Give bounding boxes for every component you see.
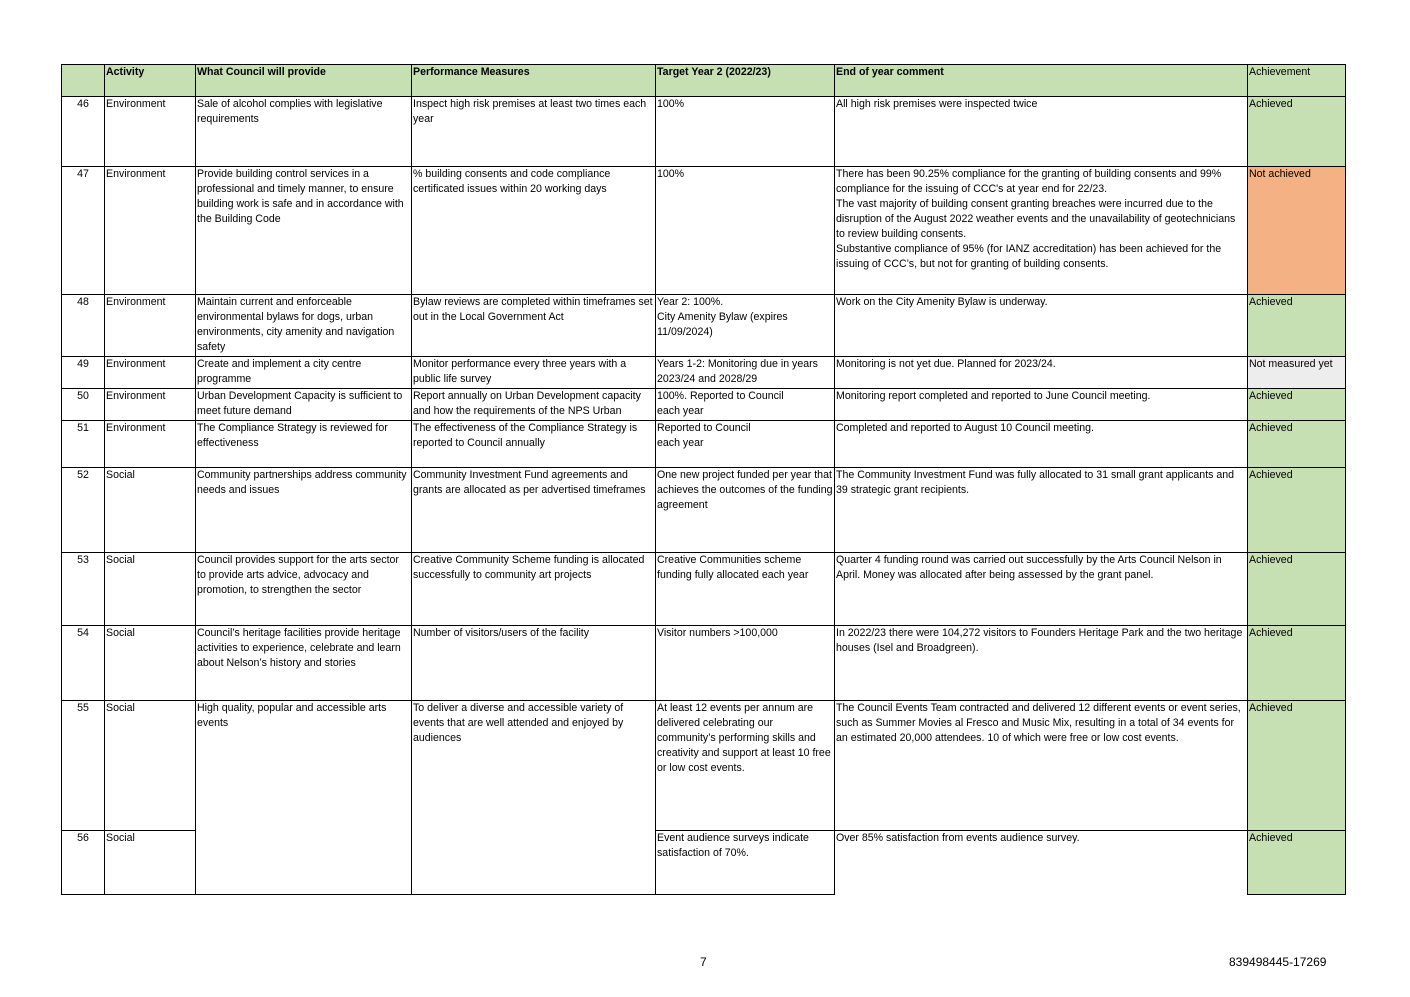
table-row [62,167,1346,295]
target-line: City Amenity Bylaw (expires 11/09/2024) [657,311,788,338]
table-header-row [62,65,1346,97]
target-cell: Years 1-2: Monitoring due in years 2023/24 and 2028/29 [656,357,835,389]
target-cell: Visitor numbers >100,000 [656,626,835,701]
activity-cell: Environment [105,167,196,295]
activity-cell: Environment [105,421,196,468]
achievement-cell: Achieved [1248,421,1346,468]
provide-cell: Provide building control services in a professional and timely manner, to ensure building work is safe and in accordance with the Building Code [196,167,412,295]
target-cell: 100% [656,97,835,167]
achievement-cell: Achieved [1248,553,1346,626]
measure-cell: Monitor performance every three years with a public life survey [412,357,656,389]
activity-cell: Environment [105,357,196,389]
achievement-cell: Achieved [1248,831,1346,895]
achievement-cell: Achieved [1248,295,1346,357]
comment-cell: Completed and reported to August 10 Council meeting. [835,421,1248,468]
target-line: Year 2: 100%. [657,296,724,308]
activity-cell: Environment [105,295,196,357]
row-number: 49 [62,357,105,389]
provide-cell: Urban Development Capacity is sufficient to meet future demand [196,389,412,421]
activity-cell: Social [105,553,196,626]
comment-cell: The Council Events Team contracted and delivered 12 different events or event series, such as Summer Movies al Fresco and Music Mix, resulting in a total of 34 events for an estimated 20,000 attendees. 10 of which were free or low cost events. [835,701,1248,831]
comment-cell: All high risk premises were inspected twice [835,97,1248,167]
comment-cell: The Community Investment Fund was fully allocated to 31 small grant applicants and 39 strategic grant recipients. [835,468,1248,553]
header-num [62,65,105,97]
provide-cell: Create and implement a city centre programme [196,357,412,389]
target-cell [656,421,835,468]
target-cell: 100% [656,167,835,295]
achievement-cell: Achieved [1248,468,1346,553]
page-number: 7 [700,955,707,969]
activity-cell: Environment [105,389,196,421]
header-achievement: Achievement [1248,65,1346,97]
row-number: 50 [62,389,105,421]
measure-cell: To deliver a diverse and accessible variety of events that are well attended and enjoyed by audiences [412,701,656,895]
provide-cell: High quality, popular and accessible arts events [196,701,412,895]
target-line: each year [657,437,704,449]
activity-cell: Social [105,701,196,831]
measure-cell: Report annually on Urban Development capacity and how the requirements of the NPS Urban [412,389,656,421]
achievement-cell: Achieved [1248,97,1346,167]
measure-cell: Creative Community Scheme funding is allocated successfully to community art projects [412,553,656,626]
measure-cell: The effectiveness of the Compliance Strategy is reported to Council annually [412,421,656,468]
comment-cell: Monitoring report completed and reported to June Council meeting. [835,389,1248,421]
comment-cell [835,167,1248,295]
comment-cell: Monitoring is not yet due. Planned for 2023/24. [835,357,1248,389]
measure-cell: Bylaw reviews are completed within timeframes set out in the Local Government Act [412,295,656,357]
header-target: Target Year 2 (2022/23) [656,65,835,97]
comment-line: Substantive compliance of 95% (for IANZ accreditation) has been achieved for the issuing of CCC’s, but not for granting of building consents. [836,243,1222,270]
comment-cell: Work on the City Amenity Bylaw is underway. [835,295,1248,357]
row-number: 55 [62,701,105,831]
provide-cell: The Compliance Strategy is reviewed for effectiveness [196,421,412,468]
table-row [62,389,1346,421]
row-number: 54 [62,626,105,701]
achievement-cell: Not achieved [1248,167,1346,295]
target-cell: Creative Communities scheme funding fully allocated each year [656,553,835,626]
measure-cell: Community Investment Fund agreements and grants are allocated as per advertised timeframes [412,468,656,553]
row-number: 51 [62,421,105,468]
activity-cell: Social [105,626,196,701]
target-line: each year [657,405,704,417]
header-comment: End of year comment [835,65,1248,97]
table-row [62,701,1346,831]
activity-cell: Social [105,831,196,895]
table-row [62,421,1346,468]
row-number: 53 [62,553,105,626]
row-number: 56 [62,831,105,895]
table-row [62,295,1346,357]
table-row [62,626,1346,701]
measure-cell: Number of visitors/users of the facility [412,626,656,701]
comment-cell: In 2022/23 there were 104,272 visitors to Founders Heritage Park and the two heritage houses (Isel and Broadgreen). [835,626,1248,701]
target-cell [656,389,835,421]
activity-cell: Social [105,468,196,553]
target-cell [656,295,835,357]
row-number: 52 [62,468,105,553]
row-number: 46 [62,97,105,167]
document-reference: 839498445-17269 [1229,955,1327,969]
target-line: 100%. Reported to Council [657,390,784,402]
provide-cell: Maintain current and enforceable environmental bylaws for dogs, urban environments, city amenity and navigation safety [196,295,412,357]
target-cell: At least 12 events per annum are delivered celebrating our community’s performing skills and creativity and support at least 10 free or low cost events. [656,701,835,831]
table-row [62,357,1346,389]
performance-table [61,64,1346,895]
row-number: 47 [62,167,105,295]
target-line: Reported to Council [657,422,751,434]
measure-cell: Inspect high risk premises at least two times each year [412,97,656,167]
target-cell: One new project funded per year that achieves the outcomes of the funding agreement [656,468,835,553]
achievement-cell: Not measured yet [1248,357,1346,389]
table-row [62,97,1346,167]
measure-cell: % building consents and code compliance certificated issues within 20 working days [412,167,656,295]
header-activity: Activity [105,65,196,97]
achievement-cell: Achieved [1248,389,1346,421]
row-number: 48 [62,295,105,357]
activity-cell: Environment [105,97,196,167]
comment-line: There has been 90.25% compliance for the granting of building consents and 99% compliance for the issuing of CCC's at year end for 22/23. [836,168,1222,195]
comment-cell: Over 85% satisfaction from events audience survey. [835,831,1248,895]
target-cell: Event audience surveys indicate satisfaction of 70%. [656,831,835,895]
provide-cell: Council provides support for the arts sector to provide arts advice, advocacy and promotion, to strengthen the sector [196,553,412,626]
provide-cell: Sale of alcohol complies with legislative requirements [196,97,412,167]
comment-line: The vast majority of building consent granting breaches were incurred due to the disruption of the August 2022 weather events and the unavailability of geotechnicians to review building consents. [836,198,1236,240]
achievement-cell: Achieved [1248,701,1346,831]
provide-cell: Community partnerships address community needs and issues [196,468,412,553]
header-provide: What Council will provide [196,65,412,97]
table-row [62,468,1346,553]
comment-cell: Quarter 4 funding round was carried out successfully by the Arts Council Nelson in April. Money was allocated after being assessed by the grant panel. [835,553,1248,626]
header-measures: Performance Measures [412,65,656,97]
achievement-cell: Achieved [1248,626,1346,701]
table-row [62,553,1346,626]
provide-cell: Council’s heritage facilities provide heritage activities to experience, celebrate and learn about Nelson’s history and stories [196,626,412,701]
